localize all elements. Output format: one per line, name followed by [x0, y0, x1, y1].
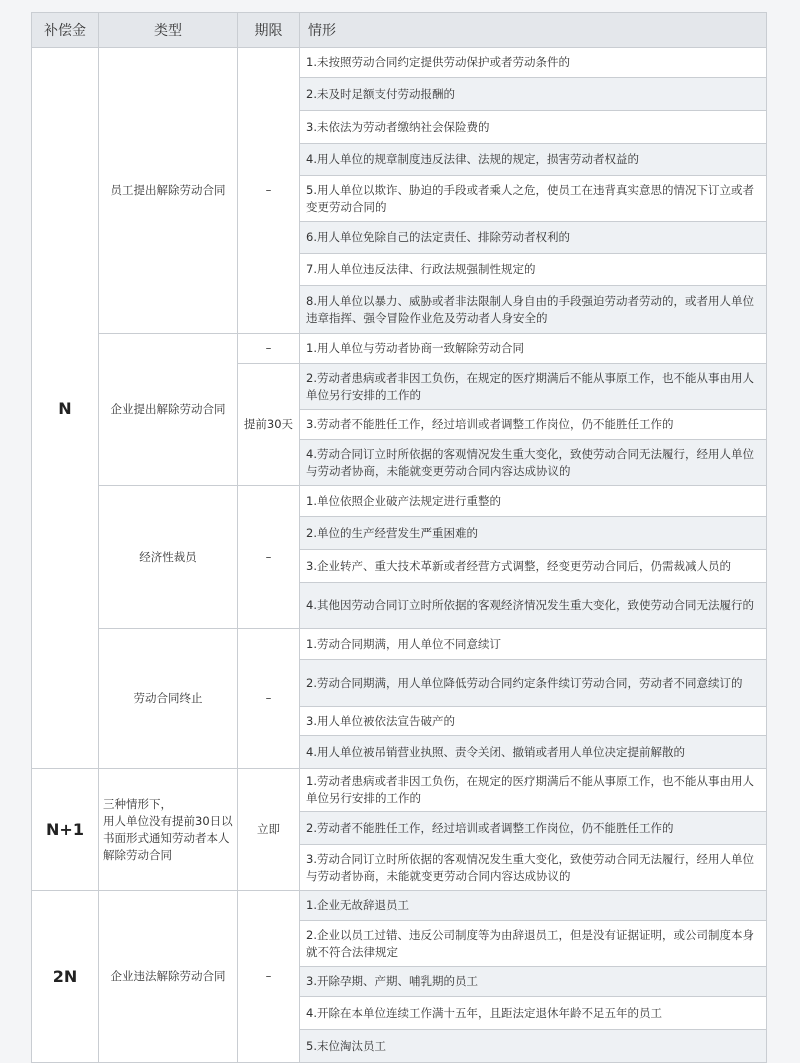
situation-cell: 2.单位的生产经营发生严重困难的	[300, 517, 767, 550]
situation-cell: 1.用人单位与劳动者协商一致解除劳动合同	[300, 334, 767, 364]
situation-cell: 1.劳动者患病或者非因工负伤，在规定的医疗期满后不能从事原工作，也不能从事由用人单位另行安排的工作的	[300, 769, 767, 812]
situation-cell: 4.其他因劳动合同订立时所依据的客观经济情况发生重大变化，致使劳动合同无法履行的	[300, 583, 767, 629]
table-row	[32, 48, 767, 78]
type-cell: 劳动合同终止	[99, 629, 238, 769]
table-row	[32, 629, 767, 660]
term-cell: –	[238, 334, 300, 364]
situation-cell: 1.劳动合同期满，用人单位不同意续订	[300, 629, 767, 660]
situation-cell: 5.用人单位以欺诈、胁迫的手段或者乘人之危，使员工在违背真实意思的情况下订立或者变更劳动合同的	[300, 176, 767, 222]
header-compensation: 补偿金	[32, 13, 99, 48]
type-cell: 员工提出解除劳动合同	[99, 48, 238, 334]
situation-cell: 3.劳动合同订立时所依据的客观情况发生重大变化，致使劳动合同无法履行，经用人单位与劳动者协商，未能就变更劳动合同内容达成协议的	[300, 845, 767, 891]
table-body	[32, 48, 767, 1063]
type-cell: 企业提出解除劳动合同	[99, 334, 238, 486]
situation-cell: 1.未按照劳动合同约定提供劳动保护或者劳动条件的	[300, 48, 767, 78]
situation-cell: 1.单位依照企业破产法规定进行重整的	[300, 486, 767, 517]
situation-cell: 7.用人单位违反法律、行政法规强制性规定的	[300, 254, 767, 286]
situation-cell: 4.用人单位的规章制度违反法律、法规的规定，损害劳动者权益的	[300, 144, 767, 176]
situation-cell: 3.用人单位被依法宣告破产的	[300, 707, 767, 736]
situation-cell: 2.未及时足额支付劳动报酬的	[300, 78, 767, 111]
situation-cell: 3.企业转产、重大技术革新或者经营方式调整，经变更劳动合同后，仍需裁减人员的	[300, 550, 767, 583]
type-cell: 经济性裁员	[99, 486, 238, 629]
header-term: 期限	[238, 13, 300, 48]
situation-cell: 2.企业以员工过错、违反公司制度等为由辞退员工，但是没有证据证明，或公司制度本身就不符合法律规定	[300, 921, 767, 967]
situation-cell: 3.未依法为劳动者缴纳社会保险费的	[300, 111, 767, 144]
table-header-row	[32, 13, 767, 48]
compensation-cell: 2N	[32, 891, 99, 1063]
table-row	[32, 334, 767, 364]
table-row	[32, 769, 767, 812]
header-situation: 情形	[300, 13, 767, 48]
situation-cell: 4.开除在本单位连续工作满十五年，且距法定退休年龄不足五年的员工	[300, 997, 767, 1030]
situation-cell: 2.劳动者患病或者非因工负伤，在规定的医疗期满后不能从事原工作，也不能从事由用人单位另行安排的工作的	[300, 364, 767, 410]
situation-cell: 6.用人单位免除自己的法定责任、排除劳动者权利的	[300, 222, 767, 254]
term-cell: 立即	[238, 769, 300, 891]
compensation-table	[31, 12, 767, 1063]
term-cell: –	[238, 48, 300, 334]
situation-cell: 3.开除孕期、产期、哺乳期的员工	[300, 967, 767, 997]
header-type: 类型	[99, 13, 238, 48]
table-row	[32, 486, 767, 517]
compensation-cell: N	[32, 48, 99, 769]
compensation-cell: N+1	[32, 769, 99, 891]
type-cell: 企业违法解除劳动合同	[99, 891, 238, 1063]
situation-cell: 3.劳动者不能胜任工作，经过培训或者调整工作岗位，仍不能胜任工作的	[300, 410, 767, 440]
situation-cell: 4.劳动合同订立时所依据的客观情况发生重大变化，致使劳动合同无法履行，经用人单位与劳动者协商，未能就变更劳动合同内容达成协议的	[300, 440, 767, 486]
situation-cell: 2.劳动合同期满，用人单位降低劳动合同约定条件续订劳动合同，劳动者不同意续订的	[300, 660, 767, 707]
type-cell: 三种情形下， 用人单位没有提前30日以书面形式通知劳动者本人解除劳动合同	[99, 769, 238, 891]
situation-cell: 2.劳动者不能胜任工作，经过培训或者调整工作岗位，仍不能胜任工作的	[300, 812, 767, 845]
term-cell: –	[238, 629, 300, 769]
term-cell: 提前30天	[238, 364, 300, 486]
situation-cell: 4.用人单位被吊销营业执照、责令关闭、撤销或者用人单位决定提前解散的	[300, 736, 767, 769]
term-cell: –	[238, 891, 300, 1063]
situation-cell: 8.用人单位以暴力、威胁或者非法限制人身自由的手段强迫劳动者劳动的，或者用人单位违章指挥、强令冒险作业危及劳动者人身安全的	[300, 286, 767, 334]
term-cell: –	[238, 486, 300, 629]
situation-cell: 5.末位淘汰员工	[300, 1030, 767, 1063]
situation-cell: 1.企业无故辞退员工	[300, 891, 767, 921]
table-row	[32, 891, 767, 921]
